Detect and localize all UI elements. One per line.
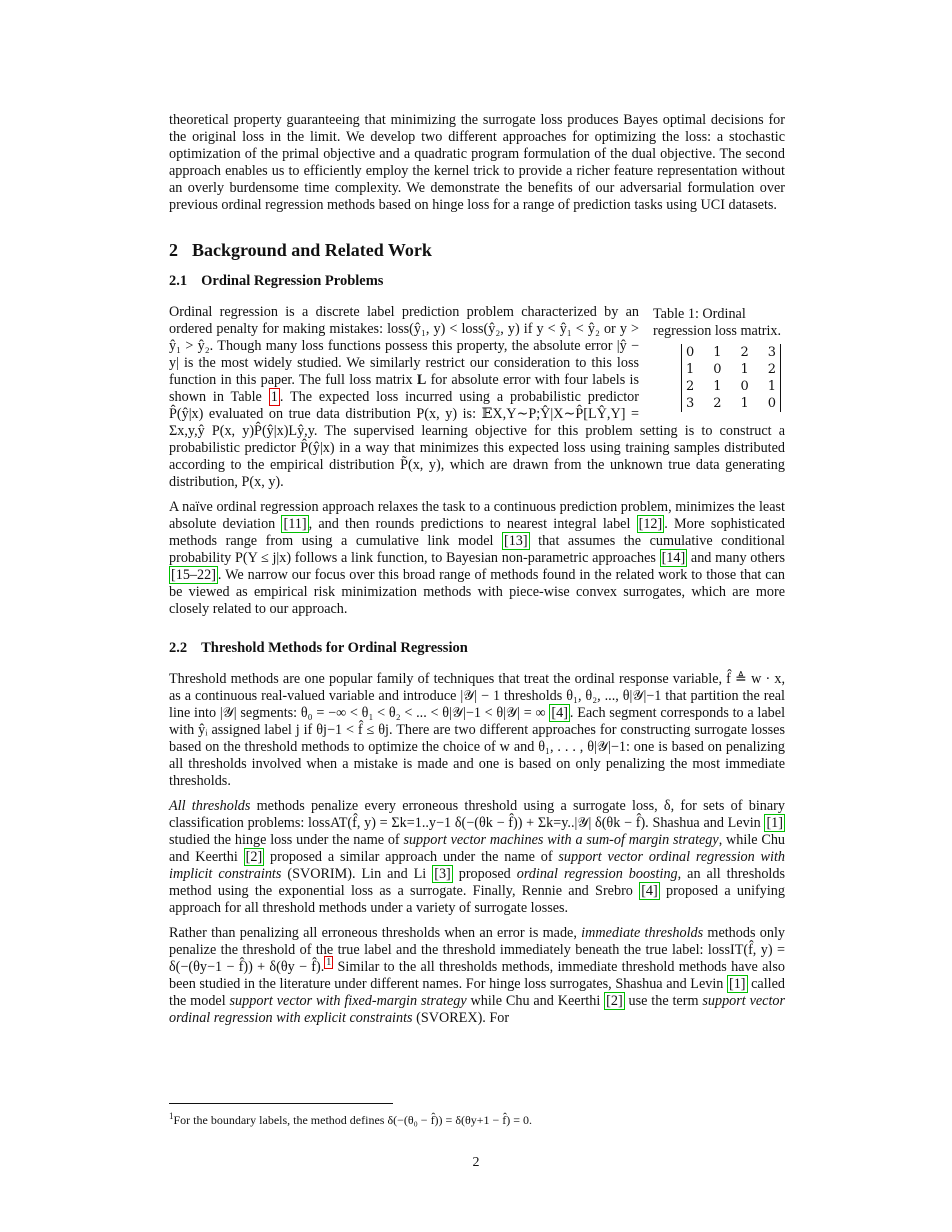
all-thresholds-paragraph	[169, 798, 785, 917]
text-run: methods penalize every erroneous threshold using a surrogate loss, δ, for sets of binary classification problems: lossAT(f̂, y) = Σk=1..y−1 δ(−(θk − f̂)) + Σk=y..|𝒴| δ(θk − f̂). Shashua and Levin	[169, 798, 785, 831]
text-run: while Chu and Keerthi	[466, 993, 605, 1009]
text-run: and many others	[687, 550, 785, 566]
subsection-title: Threshold Methods for Ordinal Regression	[201, 640, 468, 656]
text-run: methods only penalize the threshold of the true label and the threshold immediately beneath the true label: lossIT(f̂, y) = δ(−(θy−1 − f̂)) + δ(θy − f̂).	[169, 925, 785, 975]
loss-matrix	[681, 344, 781, 412]
text-run: , and then rounds predictions to nearest integral label	[308, 516, 637, 532]
text-run: studied the hinge loss under the name of	[169, 832, 404, 848]
text-run: called the model	[169, 976, 785, 1009]
matrix-cell: 1	[713, 379, 722, 394]
matrix-cell: 1	[767, 379, 776, 394]
matrix-cell: 0	[767, 396, 776, 411]
footnote-rule	[169, 1103, 393, 1104]
text-run: Threshold methods are one popular family of techniques that treat the ordinal response variable, f̂ ≜ w · x, as a continuous real-valued variable and introduce |𝒴| − 1 thresholds θ₁, θ₂, ..., θ|𝒴|−1 that partition the real line into |𝒴| segments: θ₀ = −∞ < θ₁ < θ₂ < ... < θ|𝒴|−1 < θ|𝒴| = ∞	[169, 671, 785, 721]
subsection-heading-2-2	[169, 640, 785, 657]
citation-link[interactable]: [3]	[434, 866, 451, 882]
matrix-cell: 2	[713, 396, 722, 411]
text-run: proposed	[452, 866, 517, 882]
text-run: proposed a unifying approach for all threshold methods under a variety of surrogate losses.	[169, 883, 785, 916]
bold-symbol: L	[416, 372, 427, 388]
italic-term: immediate thresholds	[581, 925, 704, 941]
citation-link[interactable]: [1]	[728, 976, 746, 992]
text-run: A naïve ordinal regression approach relaxes the task to a continuous prediction problem, minimizes the least absolute deviation	[169, 499, 785, 532]
matrix-cell: 2	[740, 345, 749, 360]
text-run: . Each segment corresponds to a label with ŷᵢ assigned label j if θj−1 < f̂ ≤ θj. There are two different approaches for constructing surrogate losses based on the threshold methods to optimize the choice of w and θ₁, . . . , θ|𝒴|−1: one is based on penalizing all thresholds involved when a mistake is made and one is based on only penalizing the most immediate thresholds.	[169, 705, 786, 789]
citation-link[interactable]: [2]	[606, 993, 623, 1009]
section-heading	[169, 242, 785, 259]
text-run: proposed a similar approach under the name of	[264, 849, 559, 865]
citation-link[interactable]: [4]	[641, 883, 658, 899]
naive-approach-paragraph	[169, 499, 785, 618]
text-run: Similar to the all thresholds methods, immediate threshold methods have also been studied in the literature under different names. For hinge loss surrogates, Shashua and Levin	[169, 959, 785, 992]
matrix-row	[686, 344, 776, 361]
section-number: 2	[169, 240, 178, 260]
citation-link[interactable]: [12]	[638, 516, 663, 532]
matrix-cell: 1	[713, 345, 722, 360]
italic-term: All thresholds	[169, 798, 251, 814]
matrix-cell: 0	[740, 379, 749, 394]
citation-link[interactable]: [4]	[551, 705, 568, 721]
text-run: Rather than penalizing all erroneous thresholds when an error is made,	[169, 925, 582, 941]
citation-link[interactable]: [1]	[766, 815, 783, 831]
matrix-cell: 0	[686, 345, 695, 360]
matrix-cell: 2	[767, 362, 776, 377]
text-run: that assumes the cumulative conditional probability P(Y ≤ j|x) follows a link function, to Bayesian non-parametric approaches	[169, 533, 785, 566]
footnote	[169, 1109, 785, 1128]
matrix-cell: 1	[740, 396, 749, 411]
italic-term: support vector ordinal regression with explicit constraints	[169, 993, 786, 1026]
matrix-cell: 0	[713, 362, 722, 377]
table-ref-link[interactable]: 1	[270, 389, 278, 405]
text-run: . We narrow our focus over this broad range of methods found in the related work to those that can be viewed as empirical risk minimization methods with piece-wise convex surrogates, which are more closely related to our approach.	[169, 567, 785, 617]
citation-link[interactable]: [11]	[283, 516, 307, 532]
citation-link[interactable]: [13]	[503, 533, 528, 549]
threshold-methods-paragraph	[169, 671, 785, 790]
italic-term: support vector ordinal regression with implicit constraints	[169, 849, 785, 882]
immediate-thresholds-paragraph	[169, 925, 785, 1027]
footnote-mark: 1	[169, 1111, 174, 1121]
text-run: Ordinal regression is a discrete label prediction problem characterized by an ordered penalty for making mistakes: loss(ŷ₁, y) < loss(ŷ₂, y) if y < ŷ₁ < ŷ₂ or y > ŷ₁ > ŷ₂. Though many loss functions possess this property, the absolute error |ŷ − y| is the most widely studied. We similarly restrict our consideration to this loss function in this paper. The full loss matrix	[169, 304, 639, 388]
text-run: . The expected loss incurred using a probabilistic predictor P̂(ŷ|x) evaluated on true data distribution P(x, y) is: 𝔼X,Y∼P;Ŷ|X∼P̂[LŶ,Y] = Σx,y,ŷ P(x, y)P̂(ŷ|x)Lŷ,y. The supervised learning objective for this problem setting is to construct a probabilistic predictor P̂(ŷ|x) in a way that minimizes this expected loss using training samples distributed according to the empirical distribution P̃(x, y), which are drawn from the unknown true data generating distribution, P(x, y).	[169, 389, 785, 490]
matrix-cell: 3	[686, 396, 695, 411]
footnote-text: For the boundary labels, the method defines δ(−(θ₀ − f̂)) = δ(θy+1 − f̂) = 0.	[173, 1113, 533, 1127]
matrix-cell: 1	[686, 362, 695, 377]
intro-paragraph: theoretical property guaranteeing that minimizing the surrogate loss produces Bayes optimal decisions for the original loss in the limit. We develop two different approaches for optimizing the loss: a stochastic optimization of the primal objective and a quadratic program formulation of the dual objective. The second approach enables us to efficiently employ the kernel trick to provide a richer feature representation without an overly burdensome time complexity. We demonstrate the benefits of our adversarial formulation over previous ordinal regression methods based on hinge loss for a range of prediction tasks using UCI datasets.	[169, 112, 785, 213]
page-body	[169, 112, 785, 1035]
italic-term: support vector machines with a sum-of margin strategy	[403, 832, 719, 848]
matrix-cell: 1	[740, 362, 749, 377]
matrix-row	[686, 395, 776, 412]
subsection-title: Ordinal Regression Problems	[201, 273, 384, 289]
section-title: Background and Related Work	[192, 240, 432, 260]
page-number: 2	[472, 1155, 480, 1170]
citation-link[interactable]: [2]	[245, 849, 263, 865]
matrix-row	[686, 361, 776, 378]
text-run: (SVOREX). For	[412, 1010, 510, 1026]
citation-link[interactable]: [15–22]	[171, 567, 216, 583]
matrix-row	[686, 378, 776, 395]
text-run: for absolute error with four labels is shown in Table	[169, 372, 639, 405]
subsection-number: 2.1	[169, 273, 188, 289]
text-run: (SVORIM). Lin and Li	[281, 866, 433, 882]
subsection-heading-2-1	[169, 273, 785, 290]
matrix-cell: 3	[767, 345, 776, 360]
subsection-number: 2.2	[169, 640, 188, 656]
citation-link[interactable]: [14]	[661, 550, 686, 566]
text-run: , an all thresholds method using the exponential loss as a surrogate. Finally, Rennie and Srebro	[169, 866, 785, 899]
table-1	[653, 304, 785, 412]
italic-term: ordinal regression boosting	[516, 866, 678, 882]
table-caption: Table 1: Ordinal regression loss matrix.	[653, 306, 782, 339]
text-run: , while Chu and Keerthi	[169, 832, 786, 865]
text-run: use the term	[624, 993, 703, 1009]
footnote-ref-link[interactable]: 1	[326, 957, 332, 969]
matrix-cell: 2	[686, 379, 695, 394]
italic-term: support vector with fixed-margin strategy	[229, 993, 467, 1009]
text-run: . More sophisticated methods range from using a cumulative link model	[169, 516, 785, 549]
